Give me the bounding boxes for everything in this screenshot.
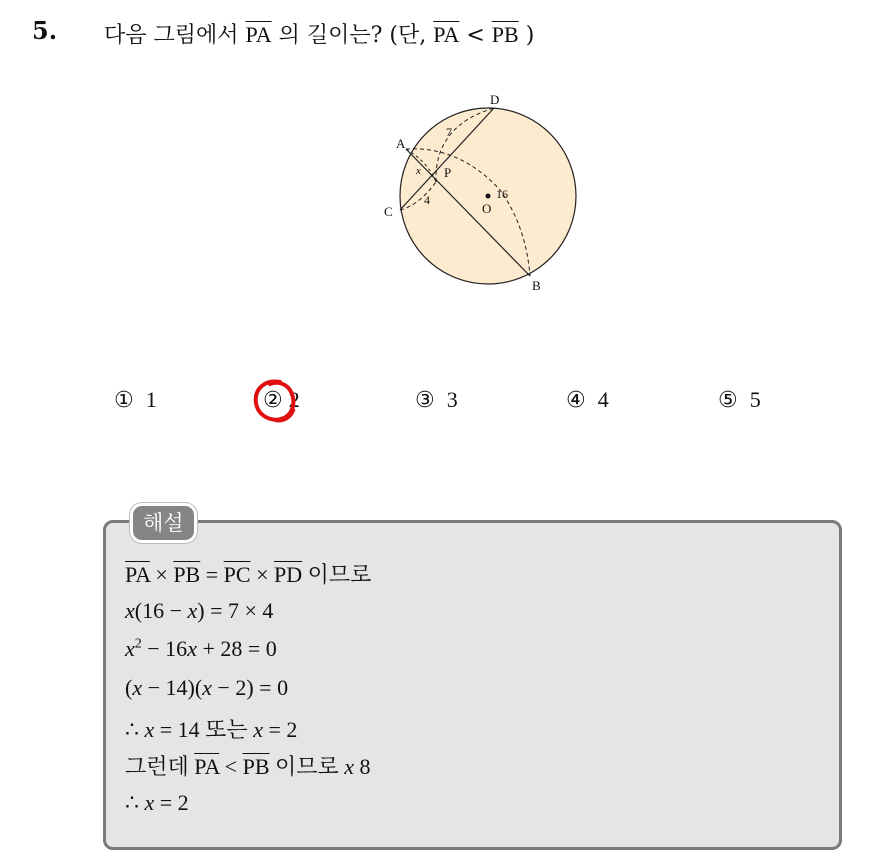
label-p: P — [444, 165, 452, 180]
line-mid: (16 − — [134, 598, 188, 623]
choice-3-value: 3 — [446, 387, 458, 412]
times-sign: × — [256, 562, 269, 587]
seg-pd: $\overline{PD}$ — [274, 562, 303, 587]
label-4: 4 — [424, 193, 430, 207]
line-tail: ) = 7 × 4 — [197, 598, 274, 623]
choice-4-value: 4 — [597, 387, 609, 412]
therefore-sign: ∴ — [125, 790, 139, 815]
choice-5-number: ⑤ — [718, 388, 738, 413]
line-tail: − 2) = 0 — [211, 675, 289, 700]
choice-2-number: ② — [263, 388, 283, 413]
line-tail: = 2 — [262, 717, 298, 742]
var-x: x — [344, 754, 355, 779]
choice-2-value: 2 — [288, 387, 300, 412]
less-than-sign: < — [224, 754, 238, 779]
solution-line-3 — [125, 636, 277, 662]
solution-line-5 — [125, 713, 297, 744]
center-point — [486, 194, 491, 199]
label-16: 16 — [496, 187, 508, 201]
label-a: A — [396, 136, 406, 151]
label-d: D — [490, 92, 500, 107]
line-tail: = 2 — [154, 790, 189, 815]
choice-3[interactable] — [415, 387, 458, 413]
question-suffix: ) — [525, 23, 535, 48]
label-x: x — [416, 165, 421, 177]
solution-tag: 해설 — [130, 503, 197, 543]
solution-line-1 — [125, 558, 371, 589]
seg-pb: $\overline{PB}$ — [242, 754, 270, 779]
solution-line-6 — [125, 750, 371, 781]
circle-figure — [378, 86, 588, 296]
var-x: x — [125, 636, 135, 661]
equals-sign: = — [205, 562, 219, 587]
question-prefix: 다음 그림에서 — [104, 23, 239, 48]
choice-1-value: 1 — [145, 387, 157, 412]
solution-line-2 — [125, 598, 273, 624]
label-b: B — [532, 278, 541, 293]
label-c: C — [384, 204, 393, 219]
choice-1-number: ① — [114, 388, 134, 413]
question-text — [104, 18, 534, 49]
less-than-sign: < — [466, 23, 485, 48]
var-x: x — [187, 636, 197, 661]
choice-4[interactable] — [566, 387, 609, 413]
line-tail: 8 — [359, 754, 371, 779]
var-x: x — [132, 675, 143, 700]
exponent: 2 — [134, 636, 142, 652]
var-x: x — [125, 598, 135, 623]
solution-line-4 — [125, 675, 288, 701]
choice-1[interactable] — [114, 387, 157, 413]
paren: ( — [125, 675, 133, 700]
label-7: 7 — [446, 125, 452, 139]
var-x: x — [253, 717, 263, 742]
therefore-sign: ∴ — [125, 717, 139, 742]
line-tail: 이므로 — [307, 563, 372, 588]
line-pre: 그런데 — [125, 755, 189, 780]
question-mid: 의 길이는? (단, — [278, 23, 427, 48]
choice-5-value: 5 — [749, 387, 761, 412]
segment-pa-condition: $\overline{PA}$ — [433, 22, 460, 47]
seg-pa: $\overline{PA}$ — [125, 562, 150, 587]
answer-mark-circle — [250, 376, 300, 426]
var-x: x — [187, 598, 198, 623]
choice-5[interactable] — [718, 387, 761, 413]
seg-pa: $\overline{PA}$ — [194, 754, 220, 779]
seg-pc: $\overline{PC}$ — [223, 562, 251, 587]
var-x: x — [144, 790, 155, 815]
choice-4-number: ④ — [566, 388, 586, 413]
question-number: 5. — [32, 16, 58, 45]
segment-pa: $\overline{PA}$ — [245, 22, 272, 47]
choice-3-number: ③ — [415, 388, 435, 413]
line-mid: 이므로 — [275, 755, 339, 780]
line-mid: − 16 — [141, 636, 188, 661]
seg-pb: $\overline{PB}$ — [173, 562, 201, 587]
times-sign: × — [155, 562, 168, 587]
line-tail: + 28 = 0 — [196, 636, 277, 661]
line-mid: = 14 또는 — [154, 717, 254, 742]
label-o: O — [482, 201, 492, 216]
var-x: x — [202, 675, 212, 700]
line-mid: − 14)( — [142, 675, 203, 700]
segment-pb-condition: $\overline{PB}$ — [491, 22, 519, 47]
solution-line-7 — [125, 790, 189, 816]
var-x: x — [144, 717, 155, 742]
